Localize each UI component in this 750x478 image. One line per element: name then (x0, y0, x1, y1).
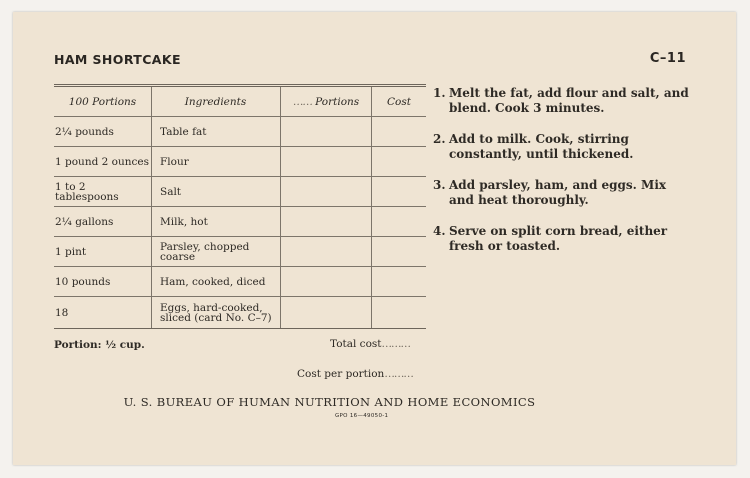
total-cost-label: Total cost (330, 338, 382, 350)
step-item (433, 86, 695, 116)
header-ingredients: Ingredients (152, 87, 281, 117)
ingredient-cell: Eggs, hard-cooked, sliced (card No. C–7) (152, 297, 281, 329)
table-row (54, 207, 426, 237)
portions-cell (281, 237, 372, 267)
header-portions (281, 87, 372, 117)
ingredient-cell: Flour (152, 147, 281, 177)
amount-cell: 10 pounds (54, 267, 152, 297)
step-item (433, 224, 695, 254)
portions-cell (281, 117, 372, 147)
header-cost: Cost (372, 87, 427, 117)
step-text: Serve on split corn bread, either fresh or toasted. (449, 224, 668, 253)
table-row (54, 117, 426, 147)
amount-cell: 2¼ gallons (54, 207, 152, 237)
cost-cell (372, 237, 427, 267)
step-number: 2. (433, 132, 446, 146)
recipe-card (13, 12, 736, 465)
amount-cell: 1 pint (54, 237, 152, 267)
table-row (54, 147, 426, 177)
cost-cell (372, 297, 427, 329)
cost-cell (372, 207, 427, 237)
table-row (54, 237, 426, 267)
ingredient-cell: Milk, hot (152, 207, 281, 237)
portions-cell (281, 207, 372, 237)
table-row (54, 177, 426, 207)
step-text: Melt the fat, add flour and salt, and blend. Cook 3 minutes. (449, 86, 689, 115)
portions-cell (281, 147, 372, 177)
step-number: 3. (433, 178, 446, 192)
portions-cell (281, 177, 372, 207)
step-item (433, 132, 695, 162)
method-steps (433, 86, 695, 270)
portions-cell (281, 267, 372, 297)
print-code: GPO 16—49050-1 (335, 413, 389, 419)
amount-cell: 1 to 2 tablespoons (54, 177, 152, 207)
table-row (54, 297, 426, 329)
ingredients-table (54, 84, 426, 329)
cost-cell (372, 147, 427, 177)
card-number: C–11 (649, 51, 686, 66)
step-text: Add parsley, ham, and eggs. Mix and heat thoroughly. (449, 178, 667, 207)
ingredient-cell: Salt (152, 177, 281, 207)
portion-size: Portion: ½ cup. (54, 339, 145, 351)
header-portions-label: Portions (315, 95, 360, 108)
recipe-title: HAM SHORTCAKE (54, 52, 181, 67)
step-item (433, 178, 695, 208)
cost-per-portion-field (297, 368, 413, 380)
total-cost-blank: ……… (381, 338, 410, 350)
portions-cell (281, 297, 372, 329)
cost-cell (372, 117, 427, 147)
amount-cell: 2¼ pounds (54, 117, 152, 147)
ingredient-cell: Parsley, chopped coarse (152, 237, 281, 267)
amount-cell: 1 pound 2 ounces (54, 147, 152, 177)
cost-per-portion-label: Cost per portion (297, 368, 385, 380)
step-number: 4. (433, 224, 446, 238)
ingredient-cell: Ham, cooked, diced (152, 267, 281, 297)
portions-blank: …… (292, 95, 312, 108)
step-number: 1. (433, 86, 446, 100)
table-row (54, 267, 426, 297)
cost-cell (372, 267, 427, 297)
publisher-line: U. S. BUREAU OF HUMAN NUTRITION AND HOME ECONOMICS (123, 395, 536, 409)
total-cost-field (330, 338, 410, 350)
header-100-portions: 100 Portions (54, 87, 152, 117)
step-text: Add to milk. Cook, stirring constantly, until thickened. (449, 132, 634, 161)
amount-cell: 18 (54, 297, 152, 329)
cost-cell (372, 177, 427, 207)
table-header-row (54, 87, 426, 117)
cost-per-portion-blank: ……… (384, 368, 413, 380)
ingredient-cell: Table fat (152, 117, 281, 147)
